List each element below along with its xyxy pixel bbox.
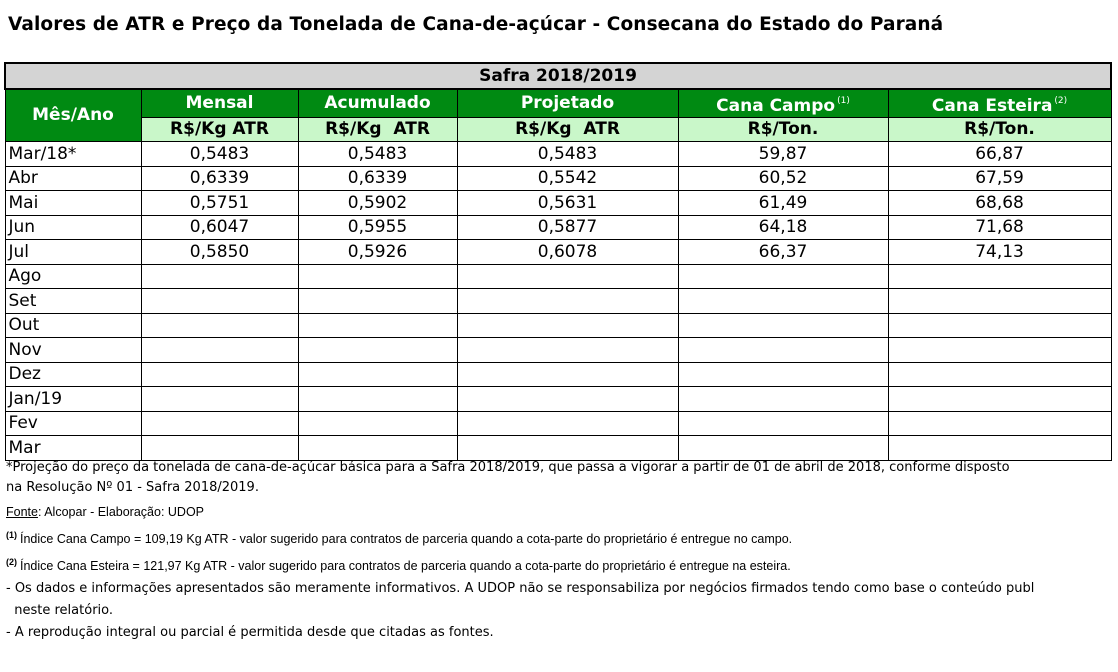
value-cell (457, 387, 678, 412)
unit-cana-esteira: R$/Ton. (888, 117, 1111, 142)
table-row (5, 387, 1111, 412)
value-cell: 0,5751 (141, 191, 298, 216)
month-cell: Out (5, 313, 141, 338)
value-cell (678, 436, 888, 461)
reproduction-note: - A reprodução integral ou parcial é permitida desde que citadas as fontes. (6, 625, 494, 640)
unit-acumulado: R$/Kg ATR (298, 117, 457, 142)
disclaimer-note: - Os dados e informações apresentados são meramente informativos. A UDOP não se responsabiliza por negócios firmados tendo como base o conteúdo publ (6, 581, 1035, 596)
value-cell (678, 289, 888, 314)
value-cell: 0,5483 (457, 142, 678, 167)
footnote-2: $^{(2)}$ Índice Cana Esteira = 121,97 Kg ATR - valor sugerido para contratos de parceria quando a cota-parte do proprietário é entregue na esteira. (6, 557, 791, 573)
value-cell: 0,6078 (457, 240, 678, 265)
disclaimer-note-cont: neste relatório. (6, 603, 114, 618)
value-cell (298, 436, 457, 461)
value-cell (141, 387, 298, 412)
value-cell: 0,5850 (141, 240, 298, 265)
value-cell: 64,18 (678, 215, 888, 240)
table-row (5, 264, 1111, 289)
value-cell (678, 362, 888, 387)
column-header-mensal: Mensal (141, 89, 298, 118)
value-cell: 61,49 (678, 191, 888, 216)
value-cell (141, 411, 298, 436)
month-cell: Jan/19 (5, 387, 141, 412)
footnote-1-marker: (1) (6, 530, 17, 540)
value-cell (457, 264, 678, 289)
value-cell: 68,68 (888, 191, 1111, 216)
table-row (5, 289, 1111, 314)
footnote-1: $^{(1)}$ Índice Cana Campo = 109,19 Kg ATR - valor sugerido para contratos de parceria quando a cota-parte do proprietário é entregue no campo. (6, 530, 793, 546)
value-cell (457, 338, 678, 363)
table-row (5, 215, 1111, 240)
unit-projetado: R$/Kg ATR (457, 117, 678, 142)
table-row (5, 166, 1111, 191)
column-header-row (5, 89, 1111, 118)
value-cell (141, 264, 298, 289)
value-cell (457, 313, 678, 338)
fonte-note: Fonte: Alcopar - Elaboração: UDOP (6, 505, 205, 519)
safra-row (5, 63, 1111, 89)
value-cell (141, 289, 298, 314)
column-header-cana-campo: Cana Campo $^{(1)}$ (678, 89, 888, 118)
value-cell (888, 338, 1111, 363)
value-cell (457, 362, 678, 387)
column-header-projetado: Projetado (457, 89, 678, 118)
value-cell (888, 313, 1111, 338)
value-cell (888, 411, 1111, 436)
value-cell (298, 313, 457, 338)
value-cell: 74,13 (888, 240, 1111, 265)
value-cell (678, 264, 888, 289)
mes-ano-header: Mês/Ano (5, 89, 141, 142)
footnote-ref-1: (1) (837, 95, 850, 106)
table-row (5, 240, 1111, 265)
value-cell (298, 289, 457, 314)
value-cell: 0,5926 (298, 240, 457, 265)
value-cell: 71,68 (888, 215, 1111, 240)
value-cell: 0,6047 (141, 215, 298, 240)
value-cell (298, 264, 457, 289)
footnote-ref-2: (2) (1054, 95, 1068, 106)
month-cell: Ago (5, 264, 141, 289)
column-header-cana-esteira: Cana Esteira $^{(2)}$ (888, 89, 1111, 118)
value-cell (141, 313, 298, 338)
table-row (5, 191, 1111, 216)
value-cell: 66,87 (888, 142, 1111, 167)
month-cell: Abr (5, 166, 141, 191)
month-cell: Set (5, 289, 141, 314)
unit-cana-campo: R$/Ton. (678, 117, 888, 142)
value-cell: 0,5483 (141, 142, 298, 167)
value-cell (298, 411, 457, 436)
table-row (5, 142, 1111, 167)
value-cell (888, 289, 1111, 314)
value-cell (141, 338, 298, 363)
month-cell: Nov (5, 338, 141, 363)
value-cell (678, 338, 888, 363)
value-cell: 0,5483 (298, 142, 457, 167)
month-cell: Jun (5, 215, 141, 240)
value-cell (298, 338, 457, 363)
table-row (5, 436, 1111, 461)
unit-mensal: R$/Kg ATR (141, 117, 298, 142)
page-title: Valores de ATR e Preço da Tonelada de Cana-de-açúcar - Consecana do Estado do Paraná (8, 14, 944, 35)
table-row (5, 362, 1111, 387)
table-row (5, 313, 1111, 338)
table-row (5, 411, 1111, 436)
notes-section (6, 458, 1112, 643)
value-cell (888, 362, 1111, 387)
value-cell: 0,5955 (298, 215, 457, 240)
value-cell (457, 436, 678, 461)
value-cell (678, 387, 888, 412)
value-cell: 0,6339 (298, 166, 457, 191)
value-cell (298, 362, 457, 387)
footnote-2-marker: (2) (6, 557, 17, 567)
value-cell: 0,5877 (457, 215, 678, 240)
column-header-acumulado: Acumulado (298, 89, 457, 118)
projection-note: *Projeção do preço da tonelada de cana-de-açúcar básica para a Safra 2018/2019, que passa a vigorar a partir de 01 de abril de 2018, conforme disposto (6, 460, 1010, 475)
value-cell (141, 362, 298, 387)
value-cell (298, 387, 457, 412)
safra-title: Safra 2018/2019 (5, 63, 1111, 89)
value-cell: 0,5542 (457, 166, 678, 191)
value-cell: 66,37 (678, 240, 888, 265)
month-cell: Dez (5, 362, 141, 387)
table-row (5, 338, 1111, 363)
value-cell: 67,59 (888, 166, 1111, 191)
value-cell (457, 411, 678, 436)
value-cell: 0,5631 (457, 191, 678, 216)
value-cell (888, 387, 1111, 412)
value-cell: 59,87 (678, 142, 888, 167)
value-cell: 0,5902 (298, 191, 457, 216)
value-cell (678, 313, 888, 338)
month-cell: Jul (5, 240, 141, 265)
month-cell: Mar (5, 436, 141, 461)
value-cell: 60,52 (678, 166, 888, 191)
projection-note-cont: na Resolução Nº 01 - Safra 2018/2019. (6, 480, 259, 495)
consecana-table (4, 62, 1112, 461)
month-cell: Fev (5, 411, 141, 436)
value-cell (888, 436, 1111, 461)
month-cell: Mar/18* (5, 142, 141, 167)
month-cell: Mai (5, 191, 141, 216)
unit-header-row (5, 117, 1111, 142)
fonte-label: Fonte (6, 505, 38, 519)
value-cell (888, 264, 1111, 289)
value-cell (141, 436, 298, 461)
value-cell (678, 411, 888, 436)
value-cell: 0,6339 (141, 166, 298, 191)
value-cell (457, 289, 678, 314)
